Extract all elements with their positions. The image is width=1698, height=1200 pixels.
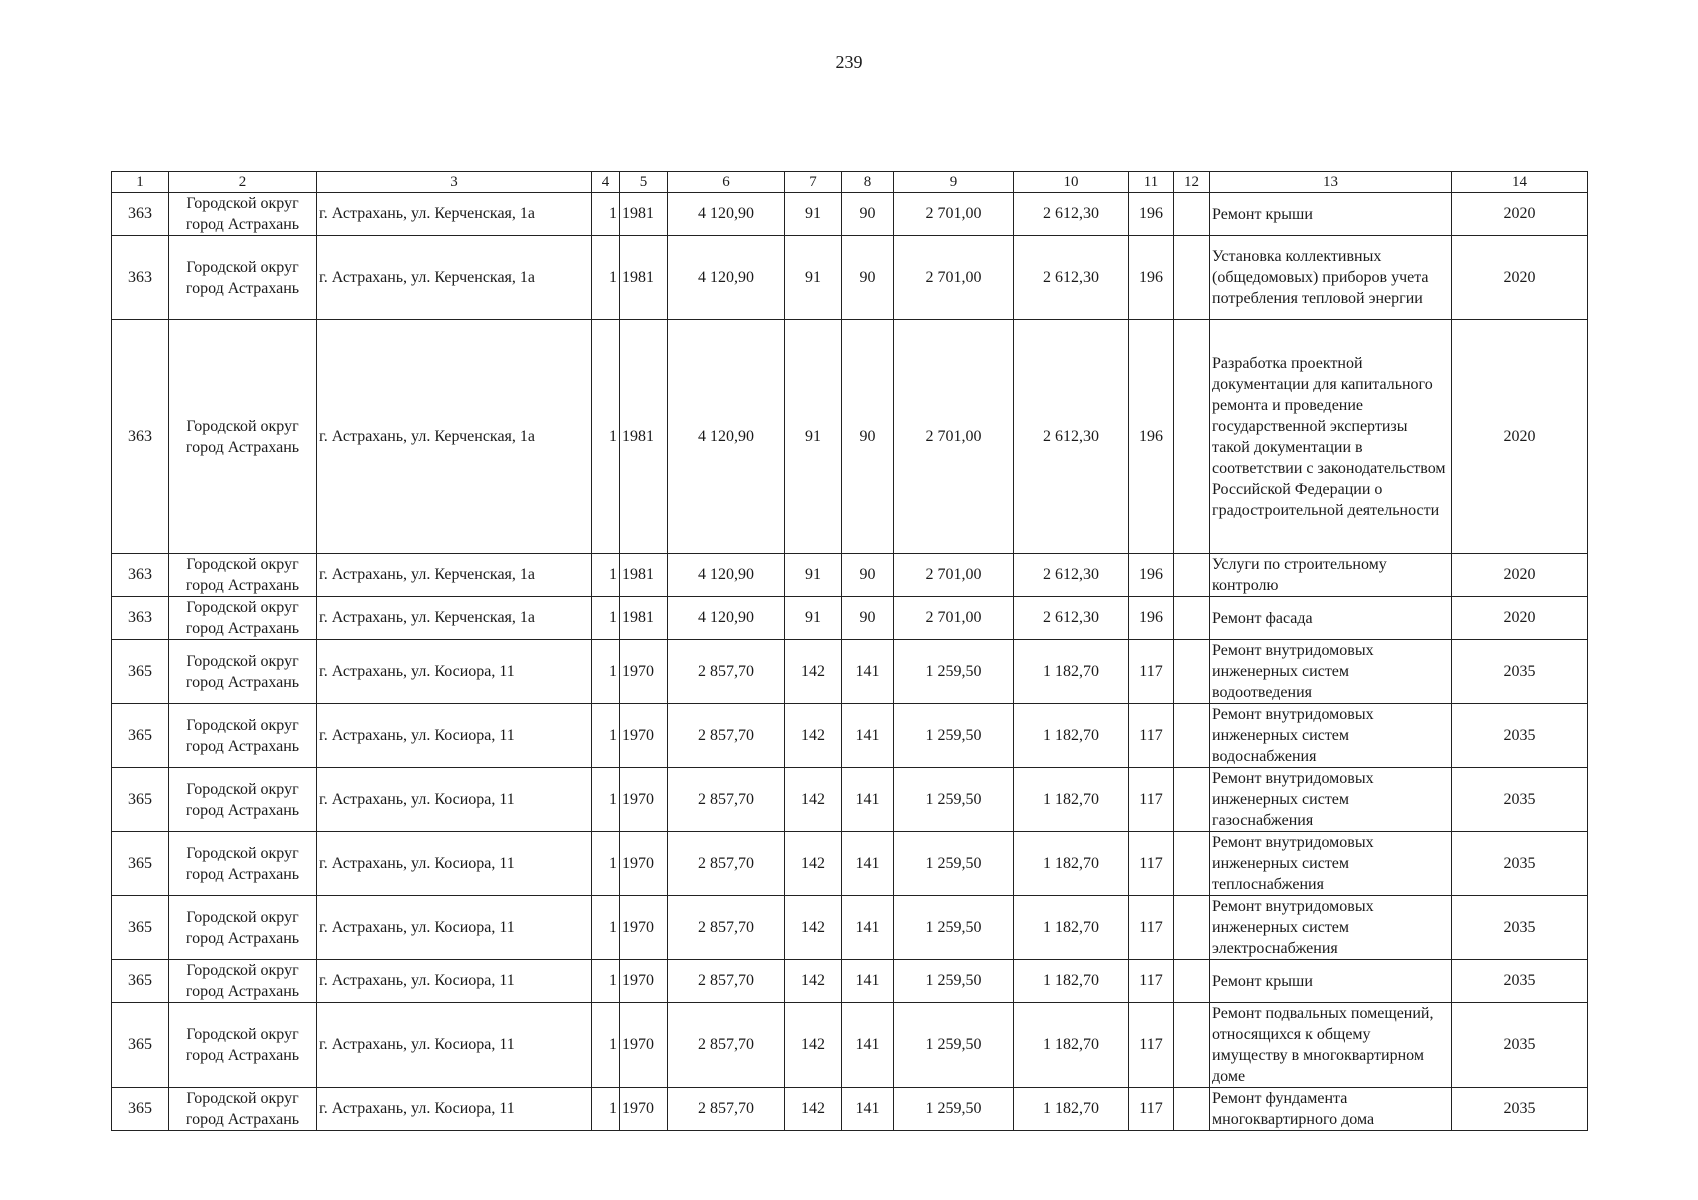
- value-12-cell: [1174, 768, 1210, 832]
- value-10-cell: 2 612,30: [1014, 320, 1129, 554]
- planned-year-cell: 2035: [1452, 960, 1588, 1003]
- address-cell: г. Астрахань, ул. Косиора, 11: [317, 1003, 592, 1088]
- value-12-cell: [1174, 554, 1210, 597]
- value-10-cell: 1 182,70: [1014, 832, 1129, 896]
- address-cell: г. Астрахань, ул. Керченская, 1а: [317, 554, 592, 597]
- build-year-cell: 1970: [620, 960, 668, 1003]
- value-10-cell: 1 182,70: [1014, 960, 1129, 1003]
- building-count-cell: 1: [592, 960, 620, 1003]
- building-count-cell: 1: [592, 704, 620, 768]
- value-12-cell: [1174, 832, 1210, 896]
- row-id-cell: 363: [112, 597, 169, 640]
- value-12-cell: [1174, 597, 1210, 640]
- column-number-header: 6: [668, 172, 785, 193]
- total-area-cell: 4 120,90: [668, 597, 785, 640]
- address-cell: г. Астрахань, ул. Косиора, 11: [317, 960, 592, 1003]
- value-11-cell: 196: [1129, 597, 1174, 640]
- municipality-cell: Городской округ город Астрахань: [169, 193, 317, 236]
- table-row: [112, 1003, 1588, 1088]
- building-count-cell: 1: [592, 193, 620, 236]
- value-9-cell: 2 701,00: [894, 597, 1014, 640]
- value-11-cell: 117: [1129, 896, 1174, 960]
- value-8-cell: 141: [842, 1088, 894, 1131]
- total-area-cell: 2 857,70: [668, 768, 785, 832]
- build-year-cell: 1981: [620, 554, 668, 597]
- address-cell: г. Астрахань, ул. Керченская, 1а: [317, 236, 592, 320]
- value-8-cell: 90: [842, 193, 894, 236]
- municipality-cell: Городской округ город Астрахань: [169, 1003, 317, 1088]
- table-row: [112, 896, 1588, 960]
- work-type-cell: Ремонт внутридомовых инженерных систем водоотведения: [1210, 640, 1452, 704]
- value-11-cell: 117: [1129, 1088, 1174, 1131]
- table-row: [112, 768, 1588, 832]
- total-area-cell: 2 857,70: [668, 896, 785, 960]
- value-7-cell: 142: [785, 640, 842, 704]
- value-11-cell: 117: [1129, 704, 1174, 768]
- municipality-cell: Городской округ город Астрахань: [169, 704, 317, 768]
- row-id-cell: 365: [112, 1003, 169, 1088]
- value-10-cell: 1 182,70: [1014, 896, 1129, 960]
- column-number-header: 8: [842, 172, 894, 193]
- table-row: [112, 597, 1588, 640]
- row-id-cell: 363: [112, 320, 169, 554]
- value-8-cell: 141: [842, 960, 894, 1003]
- municipality-cell: Городской округ город Астрахань: [169, 597, 317, 640]
- total-area-cell: 4 120,90: [668, 554, 785, 597]
- building-count-cell: 1: [592, 320, 620, 554]
- value-10-cell: 1 182,70: [1014, 640, 1129, 704]
- work-type-cell: Ремонт внутридомовых инженерных систем теплоснабжения: [1210, 832, 1452, 896]
- value-7-cell: 142: [785, 704, 842, 768]
- total-area-cell: 2 857,70: [668, 704, 785, 768]
- value-12-cell: [1174, 1003, 1210, 1088]
- value-8-cell: 141: [842, 1003, 894, 1088]
- building-count-cell: 1: [592, 236, 620, 320]
- value-9-cell: 2 701,00: [894, 320, 1014, 554]
- build-year-cell: 1970: [620, 1088, 668, 1131]
- planned-year-cell: 2020: [1452, 193, 1588, 236]
- planned-year-cell: 2020: [1452, 320, 1588, 554]
- value-9-cell: 2 701,00: [894, 236, 1014, 320]
- value-9-cell: 1 259,50: [894, 960, 1014, 1003]
- total-area-cell: 2 857,70: [668, 1088, 785, 1131]
- row-id-cell: 363: [112, 193, 169, 236]
- value-9-cell: 2 701,00: [894, 554, 1014, 597]
- value-10-cell: 2 612,30: [1014, 193, 1129, 236]
- value-10-cell: 2 612,30: [1014, 554, 1129, 597]
- build-year-cell: 1970: [620, 704, 668, 768]
- value-11-cell: 117: [1129, 640, 1174, 704]
- value-7-cell: 91: [785, 554, 842, 597]
- building-count-cell: 1: [592, 768, 620, 832]
- column-number-header: 4: [592, 172, 620, 193]
- value-11-cell: 117: [1129, 832, 1174, 896]
- column-number-header: 13: [1210, 172, 1452, 193]
- build-year-cell: 1970: [620, 1003, 668, 1088]
- value-9-cell: 1 259,50: [894, 768, 1014, 832]
- value-12-cell: [1174, 193, 1210, 236]
- value-11-cell: 196: [1129, 554, 1174, 597]
- work-type-cell: Ремонт внутридомовых инженерных систем газоснабжения: [1210, 768, 1452, 832]
- total-area-cell: 2 857,70: [668, 832, 785, 896]
- address-cell: г. Астрахань, ул. Керченская, 1а: [317, 597, 592, 640]
- row-id-cell: 365: [112, 960, 169, 1003]
- column-number-header: 14: [1452, 172, 1588, 193]
- work-type-cell: Ремонт фундамента многоквартирного дома: [1210, 1088, 1452, 1131]
- table-row: [112, 704, 1588, 768]
- total-area-cell: 4 120,90: [668, 193, 785, 236]
- building-count-cell: 1: [592, 896, 620, 960]
- municipality-cell: Городской округ город Астрахань: [169, 640, 317, 704]
- building-count-cell: 1: [592, 832, 620, 896]
- column-number-header: 1: [112, 172, 169, 193]
- table-row: [112, 193, 1588, 236]
- planned-year-cell: 2035: [1452, 704, 1588, 768]
- column-number-row: [112, 172, 1588, 193]
- column-number-header: 5: [620, 172, 668, 193]
- work-type-cell: Ремонт подвальных помещений, относящихся к общему имуществу в многоквартирном доме: [1210, 1003, 1452, 1088]
- address-cell: г. Астрахань, ул. Косиора, 11: [317, 1088, 592, 1131]
- table-row: [112, 832, 1588, 896]
- value-9-cell: 1 259,50: [894, 704, 1014, 768]
- table-row: [112, 1088, 1588, 1131]
- value-7-cell: 91: [785, 193, 842, 236]
- row-id-cell: 365: [112, 832, 169, 896]
- address-cell: г. Астрахань, ул. Косиора, 11: [317, 832, 592, 896]
- column-number-header: 2: [169, 172, 317, 193]
- municipality-cell: Городской округ город Астрахань: [169, 554, 317, 597]
- work-type-cell: Ремонт крыши: [1210, 193, 1452, 236]
- value-10-cell: 1 182,70: [1014, 1003, 1129, 1088]
- municipality-cell: Городской округ город Астрахань: [169, 768, 317, 832]
- municipality-cell: Городской округ город Астрахань: [169, 960, 317, 1003]
- value-9-cell: 1 259,50: [894, 1003, 1014, 1088]
- row-id-cell: 363: [112, 236, 169, 320]
- row-id-cell: 365: [112, 768, 169, 832]
- build-year-cell: 1981: [620, 597, 668, 640]
- value-11-cell: 117: [1129, 768, 1174, 832]
- value-10-cell: 1 182,70: [1014, 768, 1129, 832]
- value-10-cell: 1 182,70: [1014, 1088, 1129, 1131]
- value-7-cell: 142: [785, 832, 842, 896]
- value-10-cell: 1 182,70: [1014, 704, 1129, 768]
- column-number-header: 9: [894, 172, 1014, 193]
- work-type-cell: Ремонт крыши: [1210, 960, 1452, 1003]
- column-number-header: 11: [1129, 172, 1174, 193]
- planned-year-cell: 2035: [1452, 832, 1588, 896]
- column-number-header: 7: [785, 172, 842, 193]
- planned-year-cell: 2020: [1452, 597, 1588, 640]
- value-12-cell: [1174, 1088, 1210, 1131]
- value-7-cell: 91: [785, 320, 842, 554]
- address-cell: г. Астрахань, ул. Керченская, 1а: [317, 320, 592, 554]
- value-11-cell: 196: [1129, 193, 1174, 236]
- total-area-cell: 4 120,90: [668, 320, 785, 554]
- value-7-cell: 142: [785, 1003, 842, 1088]
- value-9-cell: 1 259,50: [894, 1088, 1014, 1131]
- value-8-cell: 141: [842, 704, 894, 768]
- value-7-cell: 142: [785, 1088, 842, 1131]
- planned-year-cell: 2035: [1452, 896, 1588, 960]
- municipality-cell: Городской округ город Астрахань: [169, 832, 317, 896]
- planned-year-cell: 2020: [1452, 236, 1588, 320]
- address-cell: г. Астрахань, ул. Керченская, 1а: [317, 193, 592, 236]
- column-number-header: 12: [1174, 172, 1210, 193]
- table-row: [112, 554, 1588, 597]
- build-year-cell: 1970: [620, 832, 668, 896]
- address-cell: г. Астрахань, ул. Косиора, 11: [317, 896, 592, 960]
- planned-year-cell: 2035: [1452, 768, 1588, 832]
- total-area-cell: 2 857,70: [668, 960, 785, 1003]
- build-year-cell: 1981: [620, 320, 668, 554]
- work-type-cell: Ремонт внутридомовых инженерных систем электроснабжения: [1210, 896, 1452, 960]
- address-cell: г. Астрахань, ул. Косиора, 11: [317, 768, 592, 832]
- value-8-cell: 90: [842, 597, 894, 640]
- value-12-cell: [1174, 236, 1210, 320]
- address-cell: г. Астрахань, ул. Косиора, 11: [317, 704, 592, 768]
- value-7-cell: 142: [785, 768, 842, 832]
- column-number-header: 10: [1014, 172, 1129, 193]
- work-type-cell: Разработка проектной документации для капитального ремонта и проведение государственной экспертизы такой документации в соответствии с законодательством Российской Федерации о градостроительной деятельности: [1210, 320, 1452, 554]
- value-11-cell: 117: [1129, 1003, 1174, 1088]
- capital-repair-table: [111, 171, 1588, 1131]
- build-year-cell: 1970: [620, 896, 668, 960]
- value-8-cell: 141: [842, 896, 894, 960]
- building-count-cell: 1: [592, 597, 620, 640]
- total-area-cell: 2 857,70: [668, 640, 785, 704]
- value-11-cell: 196: [1129, 320, 1174, 554]
- row-id-cell: 365: [112, 640, 169, 704]
- building-count-cell: 1: [592, 1003, 620, 1088]
- value-9-cell: 2 701,00: [894, 193, 1014, 236]
- value-9-cell: 1 259,50: [894, 640, 1014, 704]
- value-12-cell: [1174, 896, 1210, 960]
- building-count-cell: 1: [592, 554, 620, 597]
- value-7-cell: 91: [785, 236, 842, 320]
- planned-year-cell: 2035: [1452, 1088, 1588, 1131]
- municipality-cell: Городской округ город Астрахань: [169, 1088, 317, 1131]
- value-7-cell: 142: [785, 896, 842, 960]
- work-type-cell: Услуги по строительному контролю: [1210, 554, 1452, 597]
- value-11-cell: 196: [1129, 236, 1174, 320]
- value-12-cell: [1174, 320, 1210, 554]
- value-12-cell: [1174, 640, 1210, 704]
- build-year-cell: 1970: [620, 768, 668, 832]
- table-row: [112, 960, 1588, 1003]
- planned-year-cell: 2035: [1452, 1003, 1588, 1088]
- municipality-cell: Городской округ город Астрахань: [169, 236, 317, 320]
- planned-year-cell: 2020: [1452, 554, 1588, 597]
- value-8-cell: 141: [842, 832, 894, 896]
- column-number-header: 3: [317, 172, 592, 193]
- work-type-cell: Установка коллективных (общедомовых) приборов учета потребления тепловой энергии: [1210, 236, 1452, 320]
- table-body: [112, 193, 1588, 1131]
- value-7-cell: 91: [785, 597, 842, 640]
- row-id-cell: 365: [112, 704, 169, 768]
- building-count-cell: 1: [592, 1088, 620, 1131]
- value-10-cell: 2 612,30: [1014, 236, 1129, 320]
- row-id-cell: 363: [112, 554, 169, 597]
- value-9-cell: 1 259,50: [894, 832, 1014, 896]
- value-8-cell: 90: [842, 320, 894, 554]
- build-year-cell: 1981: [620, 193, 668, 236]
- work-type-cell: Ремонт внутридомовых инженерных систем водоснабжения: [1210, 704, 1452, 768]
- value-12-cell: [1174, 704, 1210, 768]
- page-number: 239: [835, 52, 863, 72]
- value-8-cell: 141: [842, 640, 894, 704]
- row-id-cell: 365: [112, 1088, 169, 1131]
- value-7-cell: 142: [785, 960, 842, 1003]
- value-8-cell: 141: [842, 768, 894, 832]
- build-year-cell: 1970: [620, 640, 668, 704]
- building-count-cell: 1: [592, 640, 620, 704]
- row-id-cell: 365: [112, 896, 169, 960]
- table-row: [112, 640, 1588, 704]
- total-area-cell: 2 857,70: [668, 1003, 785, 1088]
- value-12-cell: [1174, 960, 1210, 1003]
- value-8-cell: 90: [842, 554, 894, 597]
- address-cell: г. Астрахань, ул. Косиора, 11: [317, 640, 592, 704]
- value-8-cell: 90: [842, 236, 894, 320]
- municipality-cell: Городской округ город Астрахань: [169, 320, 317, 554]
- build-year-cell: 1981: [620, 236, 668, 320]
- work-type-cell: Ремонт фасада: [1210, 597, 1452, 640]
- municipality-cell: Городской округ город Астрахань: [169, 896, 317, 960]
- total-area-cell: 4 120,90: [668, 236, 785, 320]
- table-row: [112, 320, 1588, 554]
- planned-year-cell: 2035: [1452, 640, 1588, 704]
- value-9-cell: 1 259,50: [894, 896, 1014, 960]
- value-11-cell: 117: [1129, 960, 1174, 1003]
- table-row: [112, 236, 1588, 320]
- value-10-cell: 2 612,30: [1014, 597, 1129, 640]
